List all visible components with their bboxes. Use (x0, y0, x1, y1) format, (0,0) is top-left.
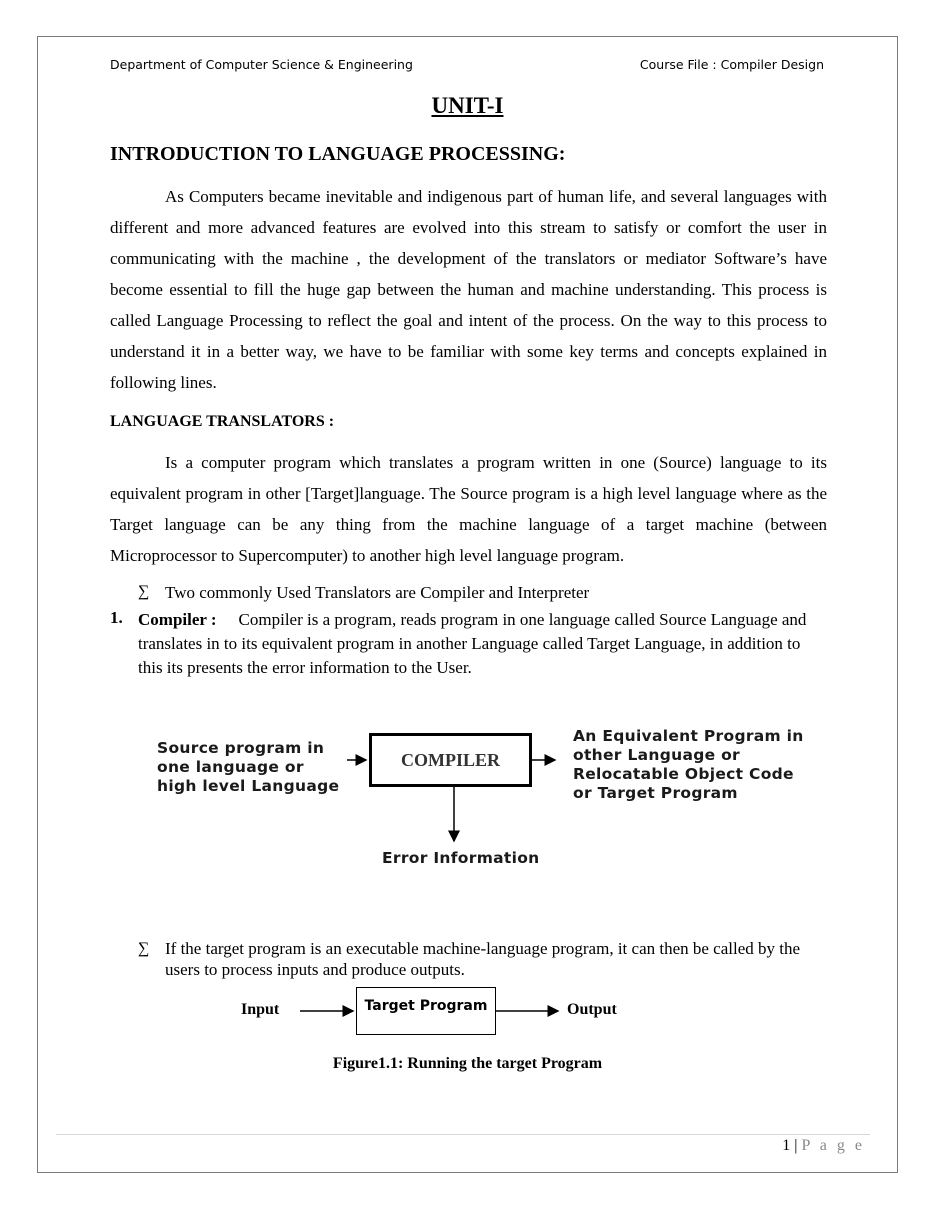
intro-paragraph-text: As Computers became inevitable and indigenous part of human life, and several languages with different and more advanced features are evolved into this stream to satisfy or comfort the user in communicating with the machine , the development of the translators or mediator Software’s have become essential to fill the huge gap between the human and machine understanding. This process is called Language Processing to reflect the goal and intent of the process. On the way to this process to understand it in a better way, we have to be familiar with some key terms and concepts explained in following lines. (110, 187, 827, 392)
compiler-diagram (140, 715, 840, 885)
translators-paragraph (110, 447, 827, 571)
unit-title: UNIT-I (431, 93, 504, 118)
header-department: Department of Computer Science & Engineering (110, 57, 413, 72)
list-number: 1. (110, 608, 123, 627)
diagram-output-label: An Equivalent Program in other Language or Relocatable Object Code or Target Program (573, 727, 804, 802)
output-label: Output (567, 1001, 617, 1018)
bullet-sigma-icon: ∑ (138, 583, 150, 600)
compiler-box: COMPILER (369, 733, 532, 787)
bullet-translators-text: Two commonly Used Translators are Compiler and Interpreter (165, 583, 590, 602)
header-course-file: Course File : Compiler Design (639, 57, 824, 72)
target-program-diagram (230, 985, 650, 1040)
translators-paragraph-text: Is a computer program which translates a program written in one (Source) language to its equivalent program in other [Target]language. The Source program is a high level language where as the Target language can be any thing from the machine language of a target machine (between Microprocessor to Supercomputer) to another high level language program. (110, 453, 827, 565)
page-word: P a g e (801, 1137, 865, 1154)
page-footer (782, 1137, 865, 1155)
figure-caption: Figure1.1: Running the target Program (332, 1055, 603, 1072)
compiler-definition-text: Compiler is a program, reads program in one language called Source Language and translates in to its equivalent program in another Language called Target Language, in addition to this its presents the error information to the User. (138, 610, 807, 677)
footer-divider (56, 1134, 870, 1135)
intro-paragraph (110, 181, 827, 398)
compiler-definition (138, 608, 818, 680)
input-label: Input (241, 1001, 280, 1018)
target-program-box: Target Program (356, 987, 496, 1035)
page-separator: | (794, 1137, 798, 1154)
translators-title: LANGUAGE TRANSLATORS : (110, 413, 335, 430)
compiler-lead: Compiler : (138, 610, 217, 629)
bullet-sigma-icon: ∑ (138, 940, 150, 957)
section-title: INTRODUCTION TO LANGUAGE PROCESSING: (110, 143, 566, 165)
diagram-source-label: Source program in one language or high level Language (157, 739, 340, 795)
diagram-error-label: Error Information (382, 849, 540, 867)
bullet-executable-text: If the target program is an executable machine-language program, it can then be called by the users to process inputs and produce outputs. (165, 939, 801, 979)
page-number: 1 (782, 1137, 791, 1154)
